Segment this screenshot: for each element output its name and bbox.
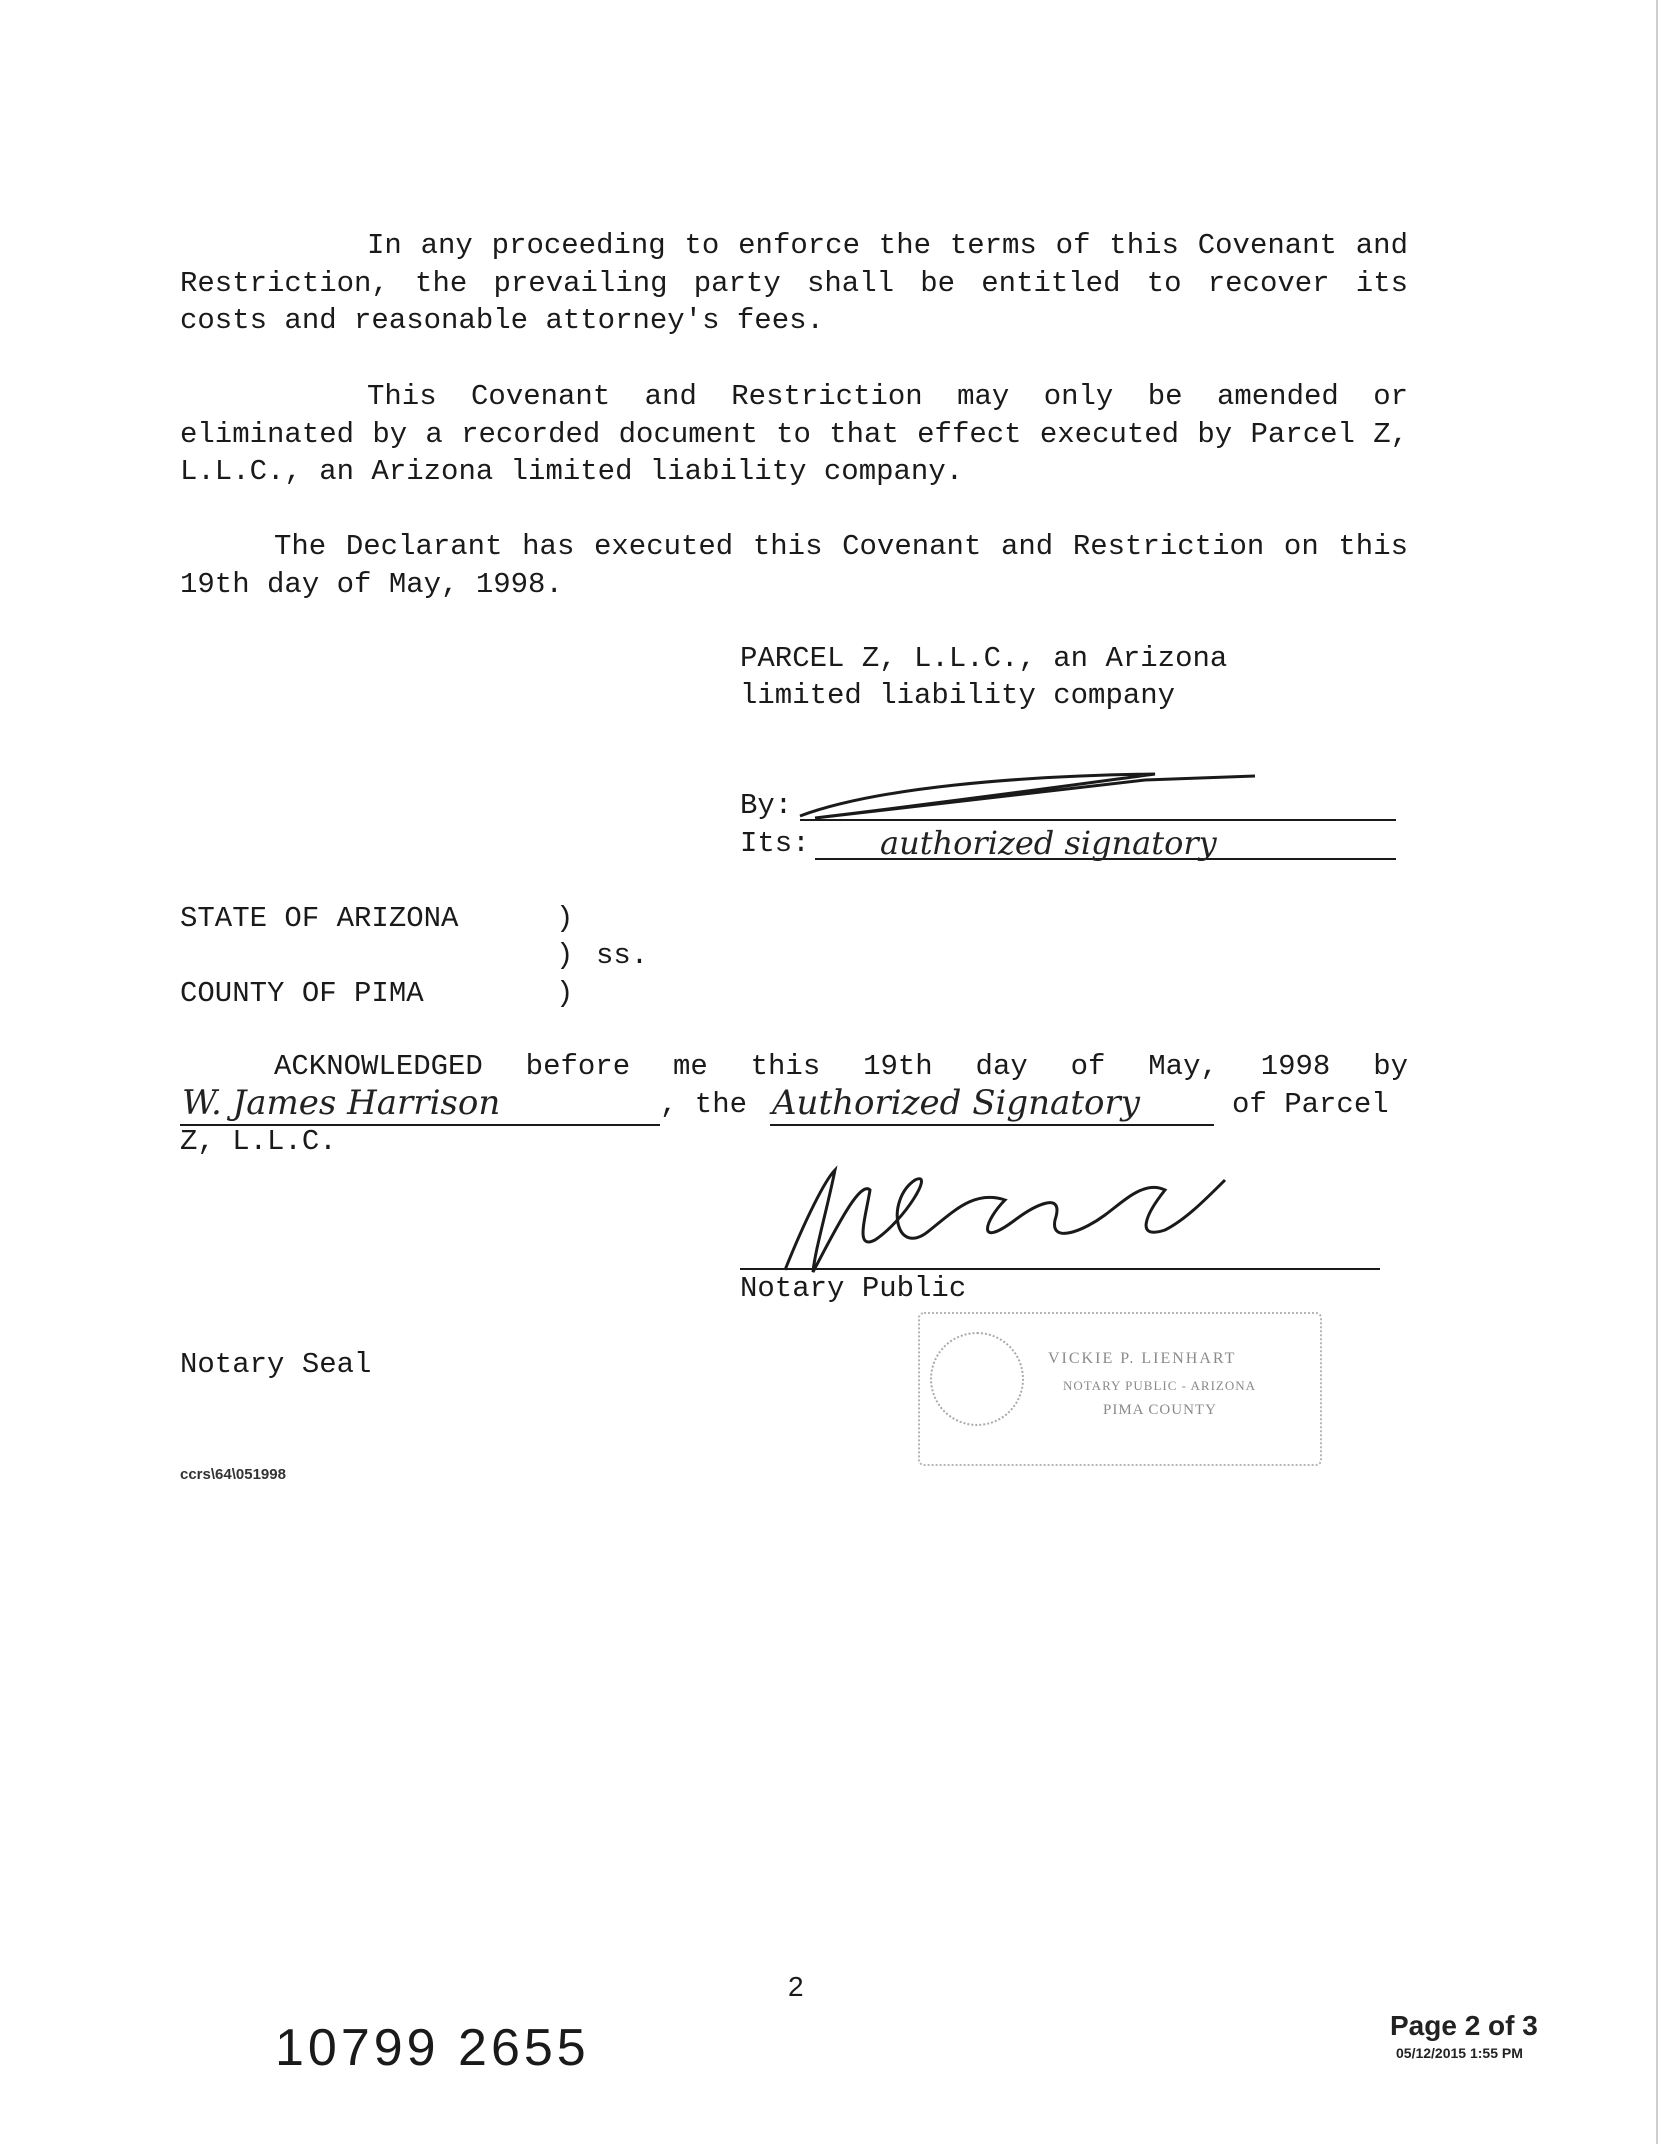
seal-county: PIMA COUNTY: [1103, 1402, 1217, 1418]
page-number: 2: [788, 1971, 804, 2002]
of-parcel-label: of Parcel: [1232, 1088, 1389, 1121]
notary-public-label: Notary Public: [740, 1272, 967, 1305]
seal-name: VICKIE P. LIENHART: [1048, 1350, 1237, 1367]
file-reference: ccrs\64\051998: [180, 1466, 286, 1483]
venue-paren-1: ): [556, 902, 574, 935]
its-label: Its:: [740, 827, 810, 860]
paragraph-attorney-fees: In any proceeding to enforce the terms of this Covenant and Restriction, the prevailing party shall be entitled to recover its costs and reasonable attorney's fees.: [180, 229, 1408, 337]
venue-paren-3: ): [556, 977, 574, 1010]
acknowledged-title-line: [770, 1124, 1214, 1126]
paragraph-amendment: This Covenant and Restriction may only be amended or eliminated by a recorded document to that effect executed by Parcel Z, L.L.C., an Arizona limited liability company.: [180, 380, 1408, 488]
record-number: 10799 2655: [275, 2019, 590, 2077]
seal-title: NOTARY PUBLIC - ARIZONA: [1063, 1378, 1257, 1393]
seal-emblem-icon: [930, 1332, 1024, 1426]
notary-seal-stamp: [918, 1312, 1318, 1462]
acknowledged-name-handwritten: W. James Harrison: [182, 1083, 501, 1123]
the-label: , the: [660, 1088, 748, 1121]
page-of-label: Page 2 of 3: [1390, 2010, 1538, 2041]
entity-name-line1: PARCEL Z, L.L.C., an Arizona: [740, 642, 1228, 675]
declarant-signature: [795, 768, 1265, 828]
notary-seal-label: Notary Seal: [180, 1348, 372, 1381]
venue-county: COUNTY OF PIMA: [180, 977, 424, 1010]
paragraph-execution: The Declarant has executed this Covenant and Restriction on this 19th day of May, 1998.: [180, 530, 1408, 601]
venue-state: STATE OF ARIZONA: [180, 902, 459, 935]
acknowledged-title-handwritten: Authorized Signatory: [772, 1083, 1140, 1123]
scan-edge: [1656, 0, 1658, 2144]
notary-signature: [765, 1160, 1265, 1280]
venue-ss: ss.: [596, 939, 649, 972]
venue-paren-2: ): [556, 939, 574, 972]
entity-name-line2: limited liability company: [740, 679, 1176, 712]
its-handwritten: authorized signatory: [880, 824, 1217, 862]
acknowledgment-line1: ACKNOWLEDGED before me this 19th day of May, 1998 by: [274, 1050, 1408, 1083]
print-timestamp: 05/12/2015 1:55 PM: [1396, 2045, 1523, 2061]
by-label: By:: [740, 789, 793, 822]
acknowledgment-line3: Z, L.L.C.: [180, 1125, 337, 1158]
